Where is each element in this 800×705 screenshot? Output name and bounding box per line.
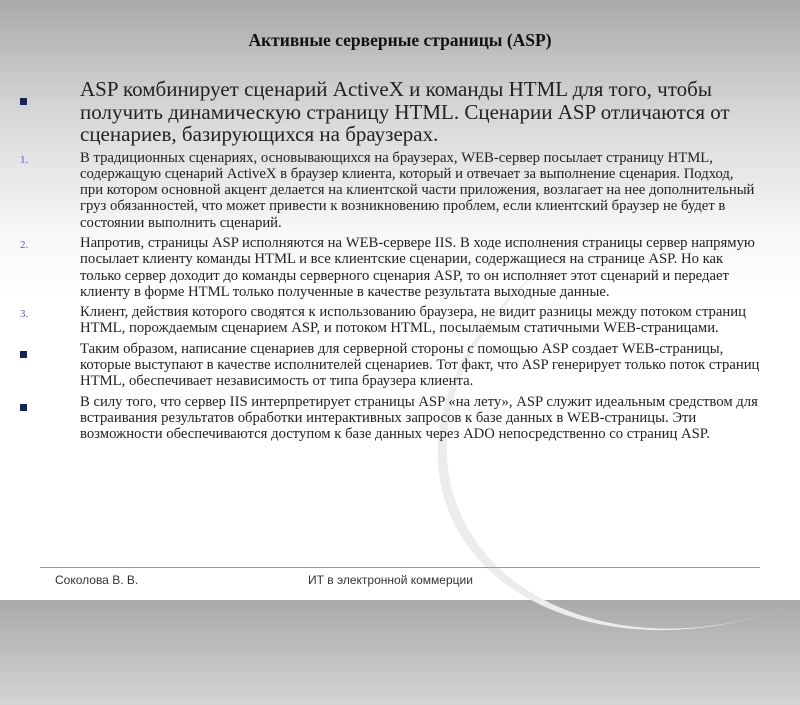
bullet-icon — [20, 399, 27, 415]
slide-title: Активные серверные страницы (ASP) — [248, 30, 552, 50]
item-text: Таким образом, написание сценариев для серверной стороны с помощью ASP создает WEB-страницы, которые выступают в качестве исполнителей сценариев. Тот факт, что ASP генерирует только поток страниц HTML, обеспечивает независимость от типа браузера клиента. — [80, 340, 760, 390]
item-text: Клиент, действия которого сводятся к использованию браузера, не видит разницы между потоком страниц HTML, порождаемым сценарием ASP, и потоком HTML, посылаемым статичными WEB-страницами. — [80, 304, 746, 337]
item-text: В традиционных сценариях, основывающихся на браузерах, WEB-сервер посылает страницу HTML, содержащую сценарий ActiveX в браузер клиента, который и отвечает за выполнение сценария. Подход, при котором основной акцент делается на клиентской части приложения, возлагает на нее дополнительный груз обязанностей, что может привести к возникновению проблем, если клиентский браузер не будет в состоянии выполнить сценарий. — [80, 149, 755, 231]
list-item — [20, 341, 760, 390]
footer-course: ИТ в электронной коммерции — [308, 573, 473, 587]
list-item — [20, 235, 760, 300]
bullet-icon — [20, 87, 27, 110]
list-item — [20, 394, 760, 443]
item-number: 3. — [20, 308, 29, 321]
item-number: 1. — [20, 153, 29, 166]
footer — [40, 567, 760, 587]
list-item — [20, 78, 760, 146]
footer-author: Соколова В. В. — [55, 573, 139, 587]
list-item — [20, 304, 760, 337]
bullet-icon — [20, 346, 27, 362]
item-text: В силу того, что сервер IIS интерпретирует страницы ASP «на лету», ASP служит идеальным средством для встраивания результатов обработки интерактивных запросов к базе данных в WEB-страницы. Эти возможности обеспечиваются доступом к базе данных через ADO непосредственно со страниц ASP. — [80, 393, 758, 443]
list-item — [20, 150, 760, 231]
content-list — [20, 78, 760, 447]
item-text: ASP комбинирует сценарий ActiveX и команды HTML для того, чтобы получить динамическую страницу HTML. Сценарии ASP отличаются от сценариев, базирующихся на браузерах. — [80, 77, 730, 146]
item-number: 2. — [20, 238, 29, 251]
item-text: Напротив, страницы ASP исполняются на WEB-сервере IIS. В ходе исполнения страницы сервер напрямую посылает клиенту команды HTML и все клиентские сценарии, содержащиеся на странице ASP. Но как только сервер доходит до команды серверного сценария ASP, то он исполняет этот сценарий и передает клиенту в форме HTML только полученные в качестве результата выходные данные. — [80, 234, 755, 300]
